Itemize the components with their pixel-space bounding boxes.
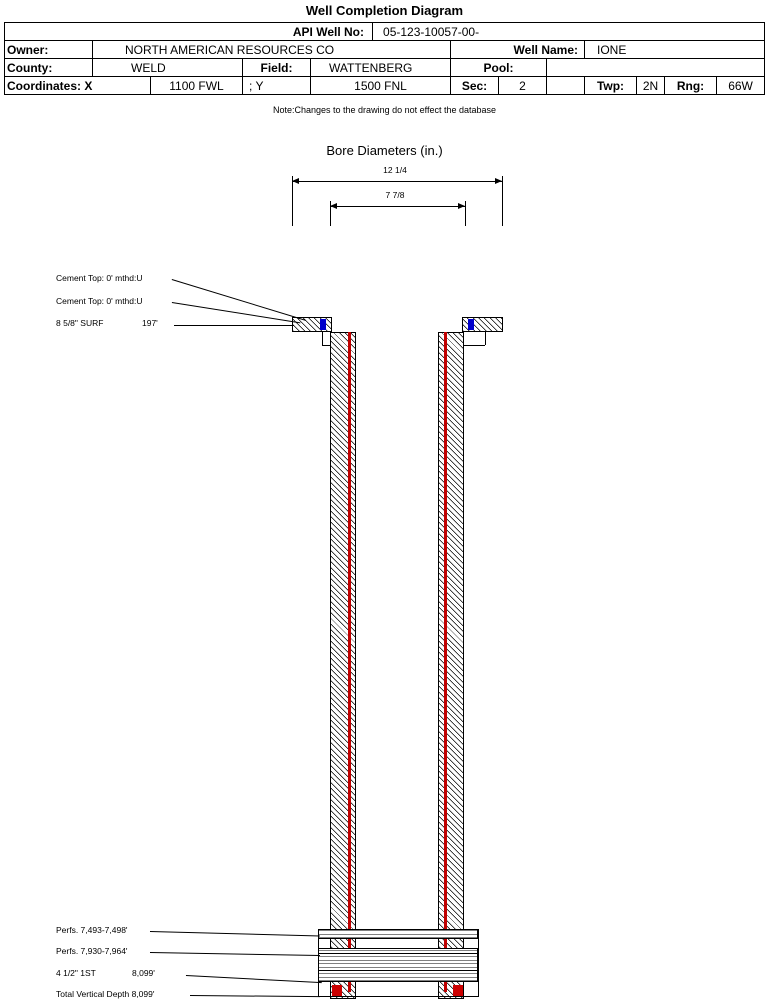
well-name-value: IONE (585, 41, 765, 59)
cement-marker-right (468, 319, 474, 330)
wellbore-annulus-right (438, 332, 464, 999)
y-label: ; Y (243, 77, 311, 95)
annotation-cement-top-2: Cement Top: 0' mthd:U (56, 296, 143, 306)
y-value: 1500 FNL (311, 77, 451, 95)
surface-shoe-edge-right (485, 332, 486, 345)
annotation-perfs-2: Perfs. 7,930-7,964' (56, 946, 128, 956)
wellbore-annulus-left (330, 332, 356, 999)
pool-value (547, 59, 765, 77)
leader-perfs-2 (150, 952, 320, 956)
database-note: Note:Changes to the drawing do not effect the database (273, 105, 496, 115)
bore-outer-extension-right (502, 176, 503, 226)
field-value: WATTENBERG (311, 59, 451, 77)
bore-outer-arrow-right (495, 178, 502, 184)
bore-inner-dim-line (330, 206, 465, 207)
bore-outer-label: 12 1/4 (383, 165, 407, 175)
api-label: API Well No: (5, 23, 373, 41)
sec-value: 2 (499, 77, 547, 95)
annotation-production-casing-depth: 8,099' (132, 968, 155, 978)
page-title: Well Completion Diagram (305, 3, 464, 18)
leader-surface-casing (174, 325, 294, 326)
bore-outer-dim-line (292, 181, 502, 182)
well-name-label: Well Name: (451, 41, 585, 59)
leader-total-depth (190, 995, 320, 997)
county-label: County: (5, 59, 93, 77)
annotation-production-casing: 4 1/2" 1ST (56, 968, 96, 978)
table-row-api (5, 23, 765, 41)
bore-inner-arrow-right (458, 203, 465, 209)
table-row-owner (5, 41, 765, 59)
annotation-surface-casing: 8 5/8" SURF (56, 318, 104, 328)
cement-marker-left (320, 319, 326, 330)
bore-inner-arrow-left (330, 203, 337, 209)
well-info-table (4, 22, 765, 95)
production-casing-right (444, 332, 447, 992)
bore-inner-extension-right (465, 201, 466, 226)
twp-value: 2N (637, 77, 665, 95)
annotation-surface-casing-depth: 197' (142, 318, 158, 328)
leader-production-casing (186, 975, 322, 983)
table-row-county (5, 59, 765, 77)
bore-inner-label: 7 7/8 (385, 190, 405, 200)
annotation-perfs-1: Perfs. 7,493-7,498' (56, 925, 128, 935)
pool-label: Pool: (451, 59, 547, 77)
leader-perfs-1 (150, 931, 320, 936)
table-row-coordinates (5, 77, 765, 95)
twp-label: Twp: (585, 77, 637, 95)
td-box-left (318, 929, 319, 997)
surface-casing-head-left (292, 317, 332, 332)
annotation-total-depth: Total Vertical Depth 8,099' (56, 989, 155, 999)
surface-shoe-edge-left (322, 332, 323, 345)
perforation-zone-upper (318, 929, 478, 939)
county-value: WELD (93, 59, 243, 77)
bore-inner-extension-left (330, 201, 331, 226)
bore-outer-extension-left (292, 176, 293, 226)
leader-cement-top-1 (172, 279, 306, 321)
sec-label: Sec: (451, 77, 499, 95)
production-casing-left (348, 332, 351, 992)
x-value: 1100 FWL (151, 77, 243, 95)
owner-value: NORTH AMERICAN RESOURCES CO (93, 41, 451, 59)
coordinates-label: Coordinates: X (5, 77, 151, 95)
total-depth-line (318, 996, 478, 997)
perforation-zone-lower (318, 948, 478, 982)
owner-label: Owner: (5, 41, 93, 59)
bore-diameters-title: Bore Diameters (in.) (326, 143, 443, 158)
rng-value: 66W (717, 77, 765, 95)
annotation-cement-top-1: Cement Top: 0' mthd:U (56, 273, 143, 283)
bore-outer-arrow-left (292, 178, 299, 184)
rng-label: Rng: (665, 77, 717, 95)
api-value: 05-123-10057-00- (373, 23, 765, 41)
field-label: Field: (243, 59, 311, 77)
td-box-right (478, 929, 479, 997)
